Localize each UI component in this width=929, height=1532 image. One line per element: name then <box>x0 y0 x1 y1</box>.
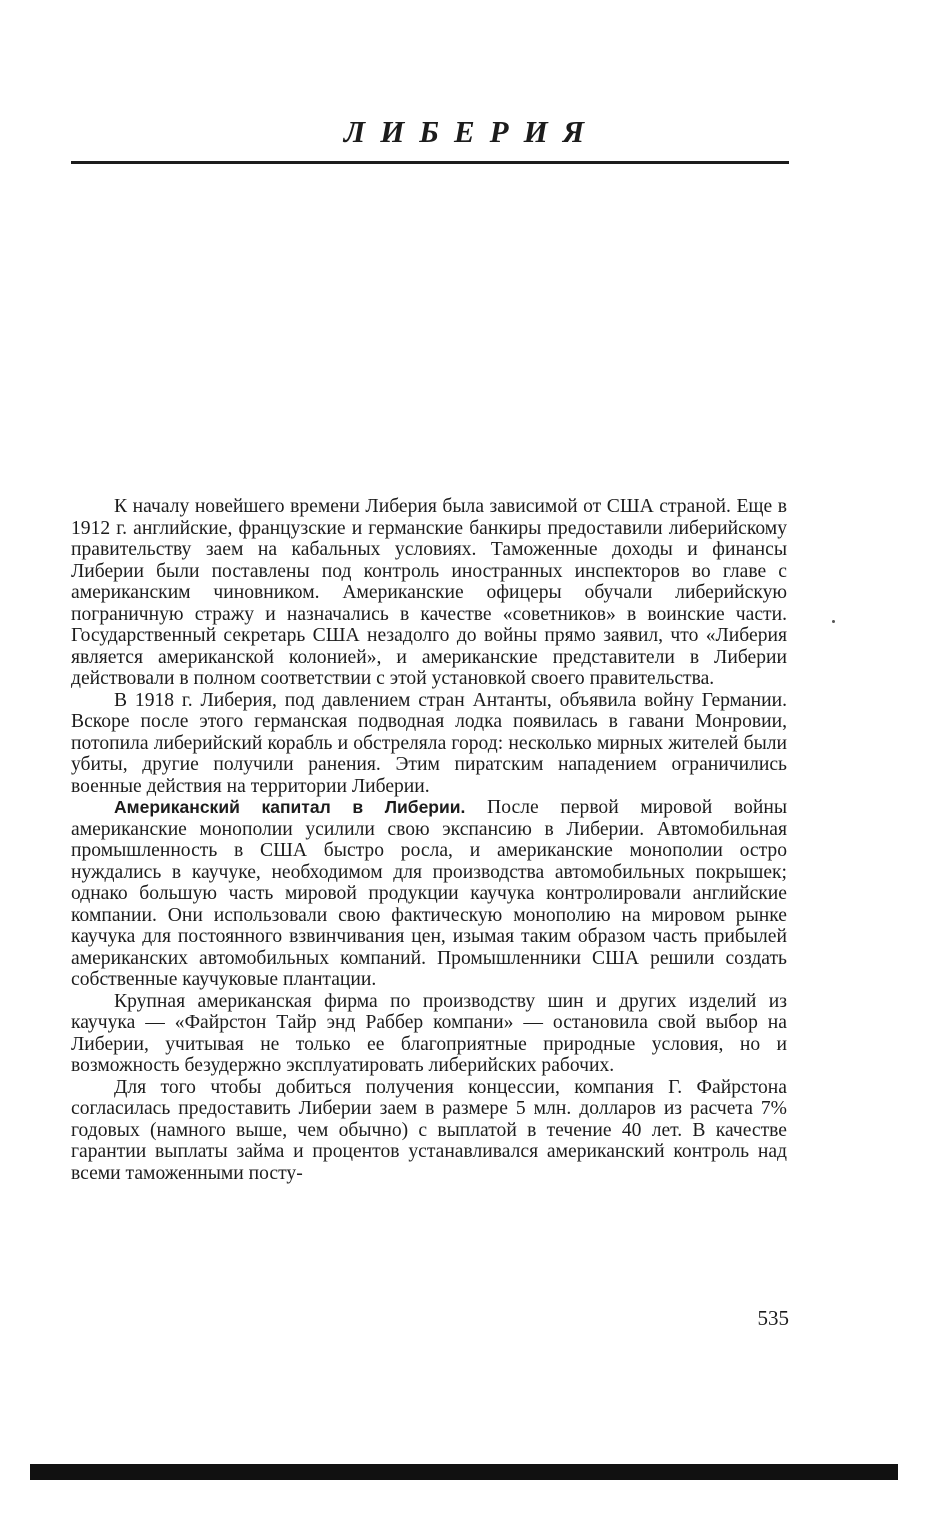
paragraph-1 <box>71 496 787 690</box>
title-rule <box>71 161 789 164</box>
paragraph-2-text: В 1918 г. Либерия, под давлением стран Антанты, объявила войну Германии. Вскоре после этого германская подводная лодка появилась в гавани Монровии, потопила либерийский корабль и обстреляла город: несколько мирных жителей были убиты, другие получили ранения. Этим пиратским нападением ограничились военные действия на территории Либерии. <box>71 689 787 797</box>
paragraph-3-heading: Американский капитал в Либерии. <box>114 797 466 817</box>
paragraph-4 <box>71 991 787 1077</box>
paragraph-2 <box>71 690 787 798</box>
paragraph-3-text: После первой мировой войны американские монополии усилили свою экспансию в Либерии. Автомобильная промышленность в США быстро росла, и американские монополии остро нуждались в каучуке, необходимом для производства автомобильных покрышек; однако большую часть мировой продукции каучука контролировали английские компании. Они использовали свою фактическую монополию на мировом рынке каучука для постоянного взвинчивания цен, изымая таким образом часть прибылей американских автомобильных компаний. Промышленники США решили создать собственные каучуковые плантации. <box>71 797 787 990</box>
paragraph-4-text: Крупная американская фирма по производству шин и других изделий из каучука — «Файрстон Тайр энд Раббер компани» — остановила свой выбор на Либерии, учитывая не только ее благоприятные природные условия, но и возможность безудержно эксплуатировать либерийских рабочих. <box>71 990 787 1076</box>
paragraph-5 <box>71 1077 787 1185</box>
page-number: 535 <box>757 1306 789 1330</box>
print-speck <box>832 620 835 623</box>
paragraph-3 <box>71 797 787 991</box>
paragraph-1-text: К началу новейшего времени Либерия была зависимой от США страной. Еще в 1912 г. английские, французские и германские банкиры предоставили либерийскому правительству заем на кабальных условиях. Таможенные доходы и финансы Либерии были поставлены под контроль иностранных инспекторов во главе с американским чиновником. Американские офицеры обучали либерийскую пограничную стражу и назначались в качестве «советников» в воинские части. Государственный секретарь США незадолго до войны прямо заявил, что «Либерия является американской колонией», и американские представители в Либерии действовали в полном соответствии с этой установкой своего правительства. <box>71 496 787 689</box>
body-text <box>71 496 787 1184</box>
chapter-title: ЛИБЕРИЯ <box>343 114 600 149</box>
paragraph-5-text: Для того чтобы добиться получения концессии, компания Г. Файрстона согласилась предоставить Либерии заем в размере 5 млн. долларов из расчета 7% годовых (намного выше, чем обычно) с выплатой в течение 40 лет. В качестве гарантии выплаты займа и процентов устанавливался американский контроль над всеми таможенными посту- <box>71 1076 787 1184</box>
bottom-border-bar <box>30 1464 898 1480</box>
